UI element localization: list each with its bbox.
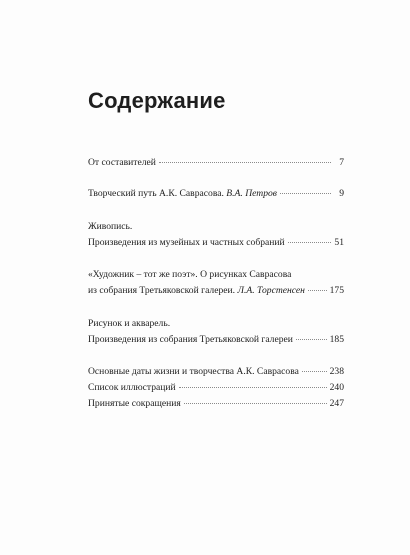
toc-entry-foreword[interactable]: [88, 155, 344, 171]
toc-page-number: 247: [329, 398, 344, 409]
table-of-contents: [88, 155, 344, 412]
toc-entry-text: Рисунок и акварель.: [88, 318, 171, 329]
toc-page-number: 175: [329, 285, 344, 296]
toc-entry-line: [88, 316, 344, 332]
toc-entry-text: Живопись.: [88, 221, 133, 232]
toc-entry-text: От составителей: [88, 157, 156, 168]
dot-leader: [308, 290, 327, 291]
toc-entry-painting[interactable]: [88, 219, 344, 251]
toc-entry-text: «Художник – тот же поэт». О рисунках Саврасова: [88, 269, 292, 280]
toc-page-number: 238: [329, 366, 344, 377]
dot-leader: [288, 242, 331, 243]
toc-entry-line: [88, 235, 344, 251]
toc-entry-author: В.А. Петров: [226, 188, 277, 199]
page-title: Содержание: [88, 88, 226, 113]
toc-entry-text: [88, 186, 277, 202]
toc-entry-illustrations[interactable]: [88, 380, 344, 396]
toc-entry-text: Принятые сокращения: [88, 398, 181, 409]
toc-entry-title: из собрания Третьяковской галереи.: [88, 285, 238, 296]
dot-leader: [302, 371, 327, 372]
toc-entry-creative-path[interactable]: [88, 186, 344, 202]
dot-leader: [184, 403, 327, 404]
dot-leader: [159, 162, 331, 163]
dot-leader: [179, 387, 327, 388]
toc-entry-line: [88, 380, 344, 396]
toc-page-number: 9: [339, 188, 344, 199]
toc-entry-line: [88, 332, 344, 348]
toc-page-number: 51: [334, 237, 344, 248]
toc-entry-text: [88, 283, 305, 299]
toc-entry-title: Творческий путь А.К. Саврасова.: [88, 188, 227, 199]
toc-entry-drawing[interactable]: [88, 316, 344, 348]
toc-entry-text: Произведения из музейных и частных собраний: [88, 237, 285, 248]
toc-entry-line: [88, 283, 344, 299]
toc-entry-line: [88, 186, 344, 202]
toc-entry-author: Л.А. Торстенсен: [237, 285, 305, 296]
dot-leader: [280, 193, 331, 194]
toc-page-number: 7: [339, 157, 344, 168]
toc-page-number: 185: [329, 334, 344, 345]
toc-entry-text: Основные даты жизни и творчества А.К. Саврасова: [88, 366, 299, 377]
toc-page-number: 240: [329, 382, 344, 393]
toc-entry-abbreviations[interactable]: [88, 396, 344, 412]
toc-entry-artist-poet[interactable]: [88, 267, 344, 299]
toc-entry-text: Список иллюстраций: [88, 382, 176, 393]
toc-entry-dates[interactable]: [88, 364, 344, 380]
toc-entry-line: [88, 267, 344, 283]
toc-entry-line: [88, 155, 344, 171]
dot-leader: [296, 339, 327, 340]
toc-entry-text: Произведения из собрания Третьяковской галереи: [88, 334, 293, 345]
toc-entry-line: [88, 396, 344, 412]
toc-entry-line: [88, 219, 344, 235]
toc-entry-line: [88, 364, 344, 380]
